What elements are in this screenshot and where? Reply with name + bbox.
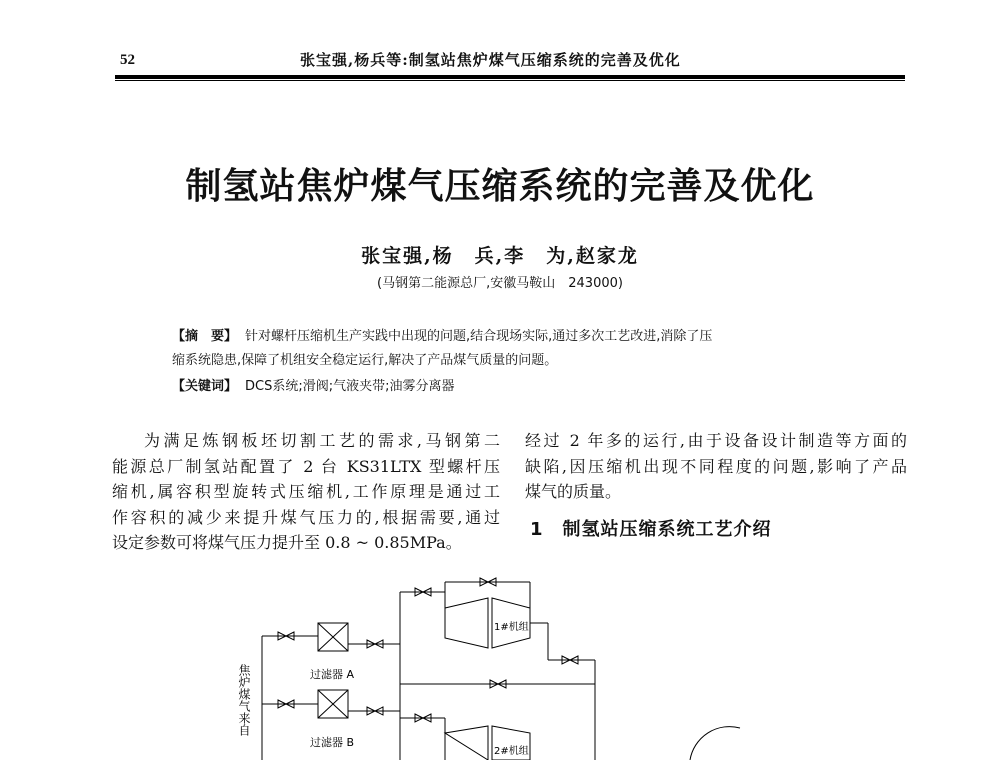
author-list: 张宝强,杨 兵,李 为,赵家龙 xyxy=(361,245,639,267)
body-paragraph-line: 作容积的减少来提升煤气压力的,根据需要,通过 xyxy=(112,507,500,527)
inlet-label: 焦炉煤气来自 xyxy=(237,664,251,736)
unit-1-label: 1#机组 xyxy=(494,622,529,633)
running-header: 张宝强,杨兵等:制氢站焦炉煤气压缩系统的完善及优化 xyxy=(300,51,681,69)
body-paragraph-line: 为满足炼钢板坯切割工艺的需求,马钢第二 xyxy=(144,431,500,450)
section-heading: 1 制氢站压缩系统工艺介绍 xyxy=(530,519,772,540)
body-paragraph-line: 能源总厂制氢站配置了 2 台 KS31LTX 型螺杆压 xyxy=(112,456,500,476)
body-paragraph-line: 煤气的质量。 xyxy=(525,482,622,501)
keywords-text: DCS系统;滑阀;气液夹带;油雾分离器 xyxy=(245,379,455,394)
abstract-line-1: 针对螺杆压缩机生产实践中出现的问题,结合现场实际,通过多次工艺改进,消除了压 xyxy=(245,329,713,344)
body-paragraph-line: 缩机,属容积型旋转式压缩机,工作原理是通过工 xyxy=(112,482,500,501)
keywords-label: 【关键词】 xyxy=(172,379,238,394)
keywords xyxy=(172,375,455,394)
header-rule xyxy=(115,75,905,79)
filter-a-label: 过滤器 A xyxy=(310,668,355,681)
body-paragraph-line: 缺陷,因压缩机出现不同程度的问题,影响了产品 xyxy=(525,456,907,476)
process-flow-diagram xyxy=(230,568,750,760)
filter-b-label: 过滤器 B xyxy=(310,736,355,749)
abstract-label: 【摘 要】 xyxy=(172,329,238,344)
article-title: 制氢站焦炉煤气压缩系统的完善及优化 xyxy=(185,165,815,207)
body-paragraph-line: 经过 2 年多的运行,由于设备设计制造等方面的 xyxy=(525,431,907,450)
unit-2-label: 2#机组 xyxy=(494,746,529,757)
header-rule-thin xyxy=(115,80,905,81)
body-paragraph-line: 设定参数可将煤气压力提升至 0.8 ~ 0.85MPa。 xyxy=(112,533,462,552)
abstract-line-2: 缩系统隐患,保障了机组安全稳定运行,解决了产品煤气质量的问题。 xyxy=(172,353,558,368)
page-number: 52 xyxy=(120,52,135,68)
body-right-column xyxy=(525,428,907,505)
body-left-column xyxy=(112,428,500,556)
affiliation: (马钢第二能源总厂,安徽马鞍山 243000) xyxy=(377,276,623,291)
abstract xyxy=(172,325,872,373)
